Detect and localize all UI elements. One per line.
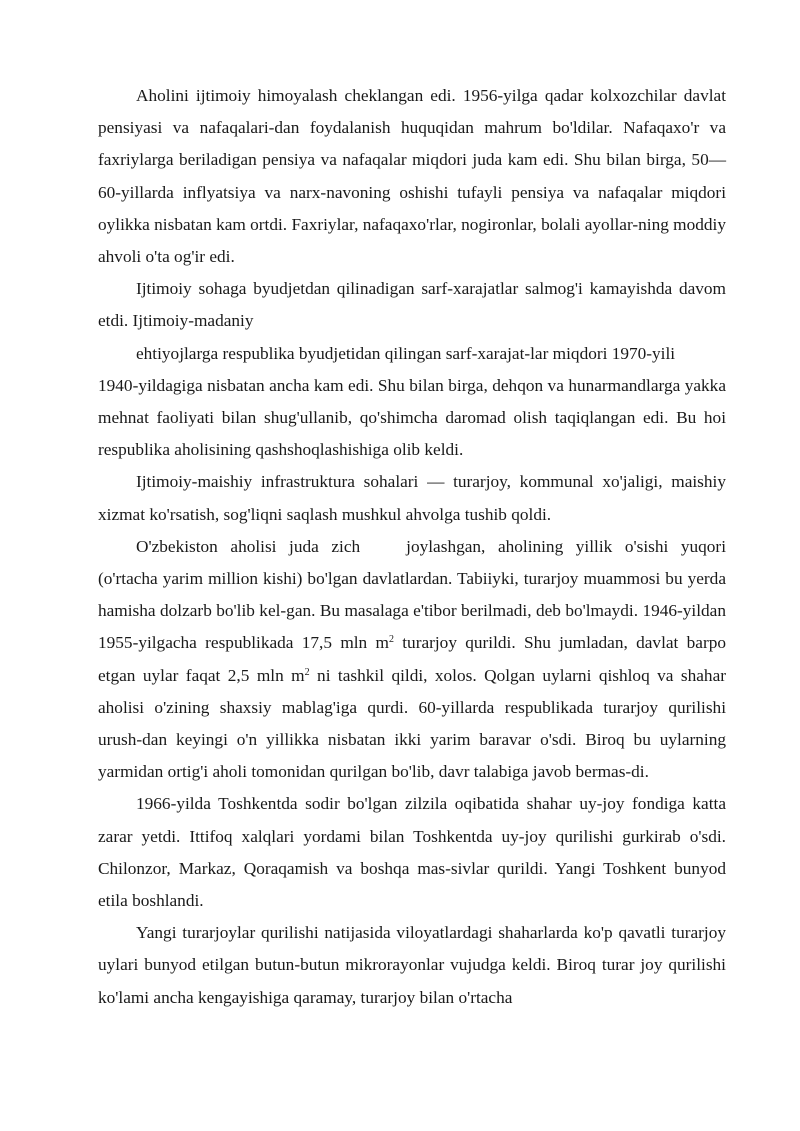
superscript-square: 2: [388, 634, 394, 646]
paragraph-new-housing: Yangi turarjoylar qurilishi natijasida viloyatlardagi shaharlarda ko'p qavatli turarjoy uylari bunyod etilgan butun-butun mikrorayonlar vujudga keldi. Biroq turar joy qurilishi ko'lami ancha kengayishiga qaramay, turarjoy bilan o'rtacha: [98, 923, 726, 1007]
housing-text-part2: joylashgan, aholining yillik o'sishi yuqori (o'rtacha yarim million kishi) bo'lgan davlatlardan. Tabiiyki, turarjoy muammosi bu yerda hamisha dolzarb bo'lib kel-gan. Bu masalaga e'tibor berilmadi, deb bo'lmaydi. 1946-yildan 1955-yilgacha respublikada 17,5 mln m: [98, 536, 726, 653]
paragraph-cultural-needs-first-line: ehtiyojlarga respublika byudjetidan qilingan sarf-xarajat-lar miqdori 1970-yili: [136, 343, 676, 363]
document-page: [98, 80, 726, 1014]
paragraph-budget-spending: Ijtimoiy sohaga byudjetdan qilinadigan sarf-xarajatlar salmog'i kamayishda davom etdi. Ijtimoiy-madaniy: [98, 279, 726, 331]
superscript-square: 2: [304, 666, 310, 678]
paragraph-cultural-needs: [98, 338, 726, 467]
paragraph-social-protection: Aholini ijtimoiy himoyalash cheklangan edi. 1956-yilga qadar kolxozchilar davlat pensiyasi va nafaqalari-dan foydalanish huquqidan mahrum bo'ldilar. Nafaqaxo'r va faxriylarga beriladigan pensiya va nafaqalar miqdori juda kam edi. Shu bilan birga, 50— 60-yillarda inflyatsiya va narx-navoning oshishi tufayli pensiya va nafaqalar miqdori oylikka nisbatan kam ortdi. Faxriylar, nafaqaxo'rlar, nogironlar, bolali ayollar-ning moddiy ahvoli o'ta og'ir edi.: [98, 86, 726, 267]
paragraph-infrastructure: Ijtimoiy-maishiy infrastruktura sohalari — turarjoy, kommunal xo'jaligi, maishiy xizmat ko'rsatish, sog'liqni saqlash mushkul ahvolga tushib qoldi.: [98, 472, 726, 524]
paragraph-cultural-needs-rest: 1940-yildagiga nisbatan ancha kam edi. Shu bilan birga, dehqon va hunarmandlarga yakka mehnat faoliyati bilan shug'ullanib, qo'shimcha daromad olish taqiqlangan edi. Bu hoi respublika aholisining qashshoqlashishiga olib keldi.: [98, 375, 726, 460]
housing-text-part1: O'zbekiston aholisi juda zich: [136, 536, 361, 556]
paragraph-earthquake: 1966-yilda Toshkentda sodir bo'lgan zilzila oqibatida shahar uy-joy fondiga katta zarar yetdi. Ittifoq xalqlari yordami bilan Toshkentda uy-joy qurilishi gurkirab o'sdi. Chilonzor, Markaz, Qoraqamish va boshqa mas-sivlar qurildi. Yangi Toshkent bunyod etila boshlandi.: [98, 794, 726, 911]
housing-text-part3: turarjoy qurildi. Shu jumladan, davlat barpo etgan uylar faqat 2,5 mln m: [98, 633, 726, 685]
housing-text-part4: ni tashkil qildi, xolos. Qolgan uylarni qishloq va shahar aholisi o'zining shaxsiy mablag'iga qurdi. 60-yillarda respublikada turarjoy qurilishi urush-dan keyingi o'n yillikka nisbatan ikki yarim baravar o'sdi. Biroq bu uylarning yarmidan ortig'i aholi tomonidan qurilgan bo'lib, davr talabiga javob bermas-di.: [98, 665, 726, 782]
paragraph-housing: [98, 531, 726, 789]
